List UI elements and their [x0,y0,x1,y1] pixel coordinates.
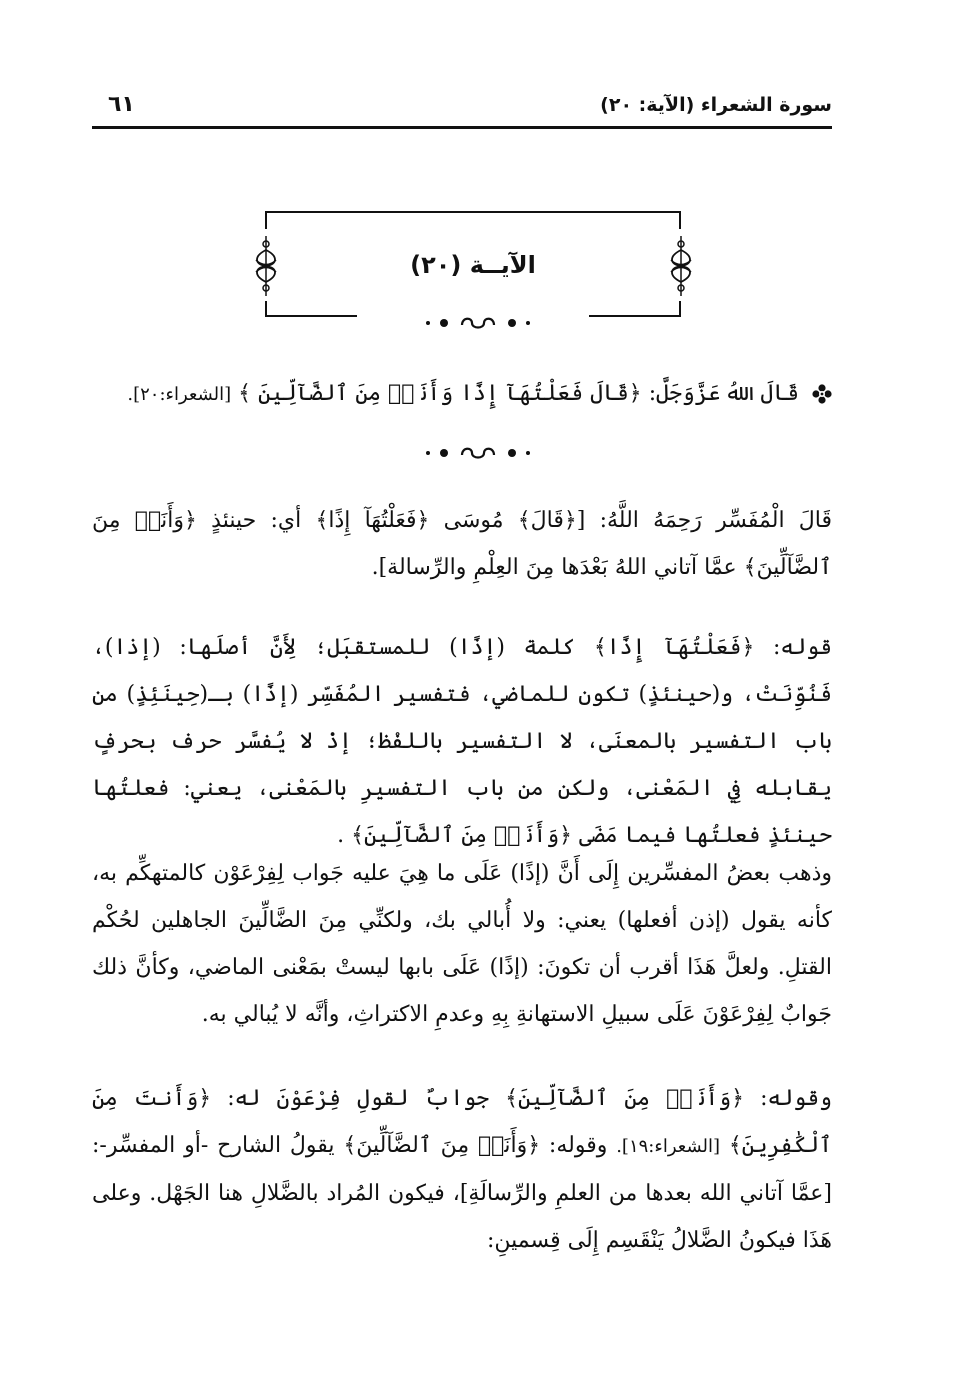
verse-intro: قَالَ اللهُ عَزَّوَجَلَّ: [648,381,799,406]
frame-top-border [265,211,681,229]
paragraph-dalal-meaning [92,1075,832,1264]
dots-scroll-separator [0,312,956,336]
paragraph-text-part: وقوله: ﴿وَأَنَا۠ مِنَ ٱلضَّآلِّينَ﴾ جوابٌ لقولِ فِرْعَوْنَ له: ﴿وَأَنتَ مِنَ ٱلْكَٰفِرِينَ﴾ [92,1086,832,1158]
page-header [92,92,832,129]
paragraph-text [92,1075,832,1264]
paragraph-commentary [92,497,832,591]
knot-ornament-icon [250,236,282,296]
dots-scroll-separator [0,442,956,466]
ayah-heading: الآيــة (٢٠) [410,251,536,279]
paragraph-idhan-explanation [92,624,832,859]
paragraph-other-view [92,850,832,1038]
knot-ornament-icon [665,236,697,296]
page-number: ٦١ [108,92,135,117]
dots-scroll-separator-icon [422,442,534,464]
paragraph-text-part: وقوله: ﴿وَأَنَا۠ مِنَ ٱلضَّآلِّينَ﴾ يقولُ الشارح -أو المفسِّر-: [عمَّا آتاني الله بعدها من العلمِ والرِّسالَةِ]، فيكون المُراد بالضَّلالِ هنا الجَهْل. وعلى هَذَا فيكونُ الضَّلالُ يَنْقَسِم إِلَى قِسمينِ: [92,1133,832,1253]
paragraph-text: قَالَ الْمُفَسِّر رَحِمَهُ اللَّهُ: [﴿قَالَ﴾ مُوسَى ﴿فَعَلْتُهَآ إِذًا﴾ أي: حينئذٍ ﴿وَأَنَا۠ مِنَ ٱلضَّآلِّينَ﴾ عمَّا آتاني اللهُ بَعْدَها مِنَ العِلْمِ والرِّسالة]. [92,508,832,580]
ayah-heading-frame [265,211,681,321]
surah-title: سورة الشعراء (الآية: ٢٠) [600,94,832,116]
dots-scroll-separator-icon [422,312,534,334]
paragraph-text: وذهب بعضُ المفسِّرين إِلَى أَنَّ (إذًا) عَلَى ما هِيَ عليه جَواب لِفِرْعَوْن كالمتهكِّم به، كأنه يقول (إذن أفعلها) يعني: ولا أُبالي بك، ولكنِّي مِنَ الضَّالِّينَ الجاهلين لحُكْم القتلِ. ولعلَّ هَذَا أقرب أن تكونَ: (إذًا) عَلَى بابها ليستْ بمَعْنى الماضي، وكأنَّ ذلك جَوابٌ لِفِرْعَوْنَ عَلَى سبيلِ الاستهانةِ بِهِ وعدمِ الاكتراثِ، وأنَّه لا يُبالي به. [92,861,832,1027]
verse-reference: [الشعراء:٢٠]. [127,384,232,405]
paragraph-text: قوله: ﴿فَعَلْتُهَآ إِذًا﴾ كلمة (إذًا) للمستقبَل؛ لِأَنَّ أصلَها: (إذا)، فَنُوِّنَتْ، و(حينئذٍ) تكون للماضي، فتفسير المُفَسِّر (إذًا) بـ(حِينَئِذٍ) من باب التفسير بالمعنَى، لا التفسير باللفْظ؛ إذْ لا يُفسَّر حرف بحرفٍ يقابله فِي المَعْنى، ولكن من باب التفسيرِ بالمَعْنى، يعني: فعلتُها حينئذٍ فعلتُها فيما مَضَى ﴿وَأَنَا۠ مِنَ ٱلضَّآلِّينَ﴾ . [92,635,832,848]
verse-quote: ﴿قَالَ فَعَلْتُهَآ إِذًا وَأَنَا۠ مِنَ ٱلضَّآلِّينَ ﴾ [238,381,642,406]
verse-line [92,370,832,418]
verse-reference: [الشعراء:١٩]. [616,1136,721,1157]
flower-star-icon [812,384,832,404]
